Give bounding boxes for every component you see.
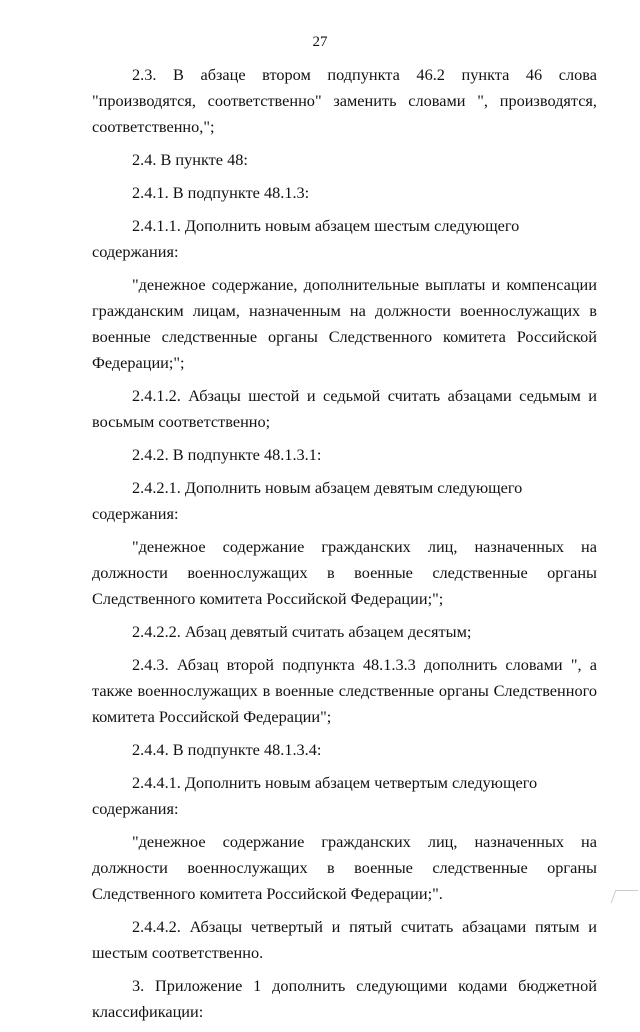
paragraph-2-4-2-2: 2.4.2.2. Абзац девятый считать абзацем десятым; — [132, 622, 472, 641]
page-number: 27 — [312, 34, 328, 50]
paragraph-2-4-1-1: 2.4.1.1. Дополнить новым абзацем шестым следующего содержания: — [92, 216, 520, 261]
paragraph-2-4: 2.4. В пункте 48: — [132, 150, 248, 169]
paragraph-2-4-1: 2.4.1. В подпункте 48.1.3: — [132, 183, 310, 202]
paragraph-2-3: 2.3. В абзаце втором подпункта 46.2 пункта 46 слова "производятся, соответственно" заменить словами ", производятся, соответственно,"; — [92, 65, 597, 136]
document-body — [92, 62, 597, 1032]
quoted-text-2: "денежное содержание гражданских лиц, назначенных на должности военнослужащих в военные следственные органы Следственного комитета Российской Федерации;"; — [92, 537, 597, 608]
paragraph-2-4-4-1: 2.4.4.1. Дополнить новым абзацем четвертым следующего содержания: — [92, 773, 538, 818]
quoted-text-3: "денежное содержание гражданских лиц, назначенных на должности военнослужащих в военные следственные органы Следственного комитета Российской Федерации;". — [92, 832, 597, 903]
paragraph-2-4-4: 2.4.4. В подпункте 48.1.3.4: — [132, 740, 322, 759]
paragraph-2-4-1-2: 2.4.1.2. Абзацы шестой и седьмой считать абзацами седьмым и восьмым соответственно; — [92, 386, 597, 431]
paragraph-2-4-2-1: 2.4.2.1. Дополнить новым абзацем девятым следующего содержания: — [92, 478, 523, 523]
scan-corner-mark — [611, 890, 639, 903]
paragraph-2-4-2: 2.4.2. В подпункте 48.1.3.1: — [132, 445, 322, 464]
paragraph-3: 3. Приложение 1 дополнить следующими кодами бюджетной классификации: — [92, 976, 597, 1021]
quoted-text-1: "денежное содержание, дополнительные выплаты и компенсации гражданским лицам, назначенным на должности военнослужащих в военные следственные органы Следственного комитета Российской Федерации;"; — [92, 275, 597, 372]
paragraph-2-4-4-2: 2.4.4.2. Абзацы четвертый и пятый считать абзацами пятым и шестым соответственно. — [92, 917, 597, 962]
paragraph-2-4-3: 2.4.3. Абзац второй подпункта 48.1.3.3 дополнить словами ", а также военнослужащих в военные следственные органы Следственного комитета Российской Федерации"; — [92, 655, 597, 726]
